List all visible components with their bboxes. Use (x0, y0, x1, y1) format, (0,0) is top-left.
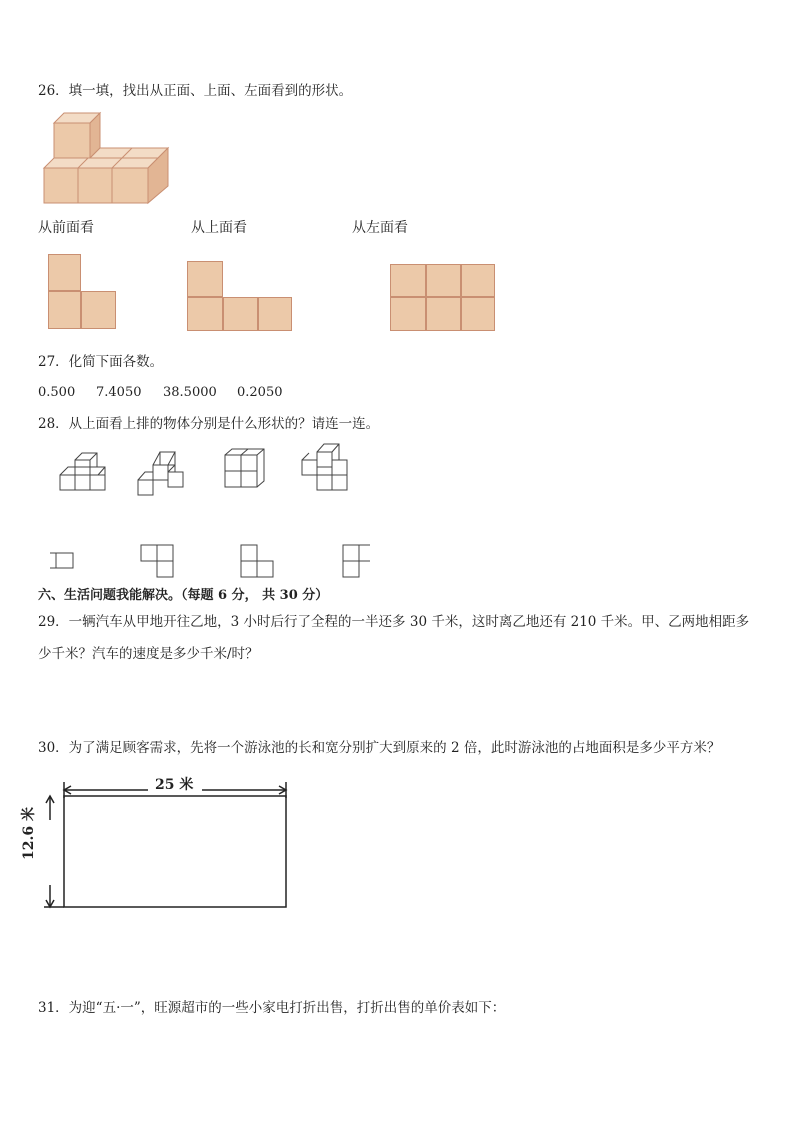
q27-number: 7.4050 (96, 385, 142, 400)
cube-front-face (44, 168, 78, 203)
cube-front-face (54, 123, 90, 158)
q29-line-2: 少千米？汽车的速度是多少千米/时？ (38, 646, 259, 662)
view-label-left: 从左面看 (352, 220, 408, 236)
object-4 (302, 444, 347, 490)
pool-length-label: 25 米 (155, 777, 194, 793)
view-square (426, 297, 461, 331)
view-square (426, 264, 461, 297)
q29-line-1: 29．一辆汽车从甲地开往乙地，3 小时后行了全程的一半还多 30 千米，这时离乙地还有 210 千米。甲、乙两地相距多 (38, 614, 750, 630)
pool-width-label: 12.6 米 (21, 807, 37, 860)
object-1 (60, 453, 105, 490)
view-label-top: 从上面看 (191, 220, 247, 236)
view-square (81, 291, 116, 329)
q27-number: 38.5000 (163, 385, 217, 400)
view-square (48, 254, 81, 291)
q31-prompt: 31．为迎“五·一”，旺源超市的一些小家电打折出售，打折出售的单价表如下： (38, 1000, 506, 1016)
view-square (461, 297, 495, 331)
cube-top-face (44, 158, 158, 168)
view-square (187, 297, 223, 331)
view-label-front: 从前面看 (38, 220, 94, 236)
view-square (390, 264, 426, 297)
cube-front-face (112, 168, 148, 203)
object-3 (225, 449, 264, 487)
view-option-3 (241, 545, 273, 577)
object-2 (138, 452, 183, 495)
view-option-4 (343, 545, 370, 577)
q26-prompt: 26．填一填，找出从正面、上面、左面看到的形状。 (38, 83, 353, 99)
q30-prompt: 30．为了满足顾客需求，先将一个游泳池的长和宽分别扩大到原来的 2 倍，此时游泳池的占地面积是多少平方米？ (38, 740, 721, 756)
view-square (48, 291, 81, 329)
cube-front-face (78, 168, 112, 203)
q27-number: 0.2050 (237, 385, 283, 400)
view-square (258, 297, 292, 331)
q28-prompt: 28．从上面看上排的物体分别是什么形状的？请连一连。 (38, 416, 380, 432)
view-option-1 (50, 553, 73, 568)
q26-cube-stack-figure (40, 110, 175, 205)
view-square (223, 297, 258, 331)
q27-prompt: 27．化简下面各数。 (38, 354, 164, 370)
view-square (187, 261, 223, 297)
pool-rectangle (64, 796, 286, 907)
view-square (390, 297, 426, 331)
cube-top-face (90, 148, 168, 158)
view-square (461, 264, 495, 297)
section-heading: 六、生活问题我能解决。（每题 6 分， 共 30 分） (38, 588, 329, 603)
q27-number: 0.500 (38, 385, 76, 400)
view-option-2 (141, 545, 173, 577)
q28-objects-and-views (50, 440, 370, 585)
